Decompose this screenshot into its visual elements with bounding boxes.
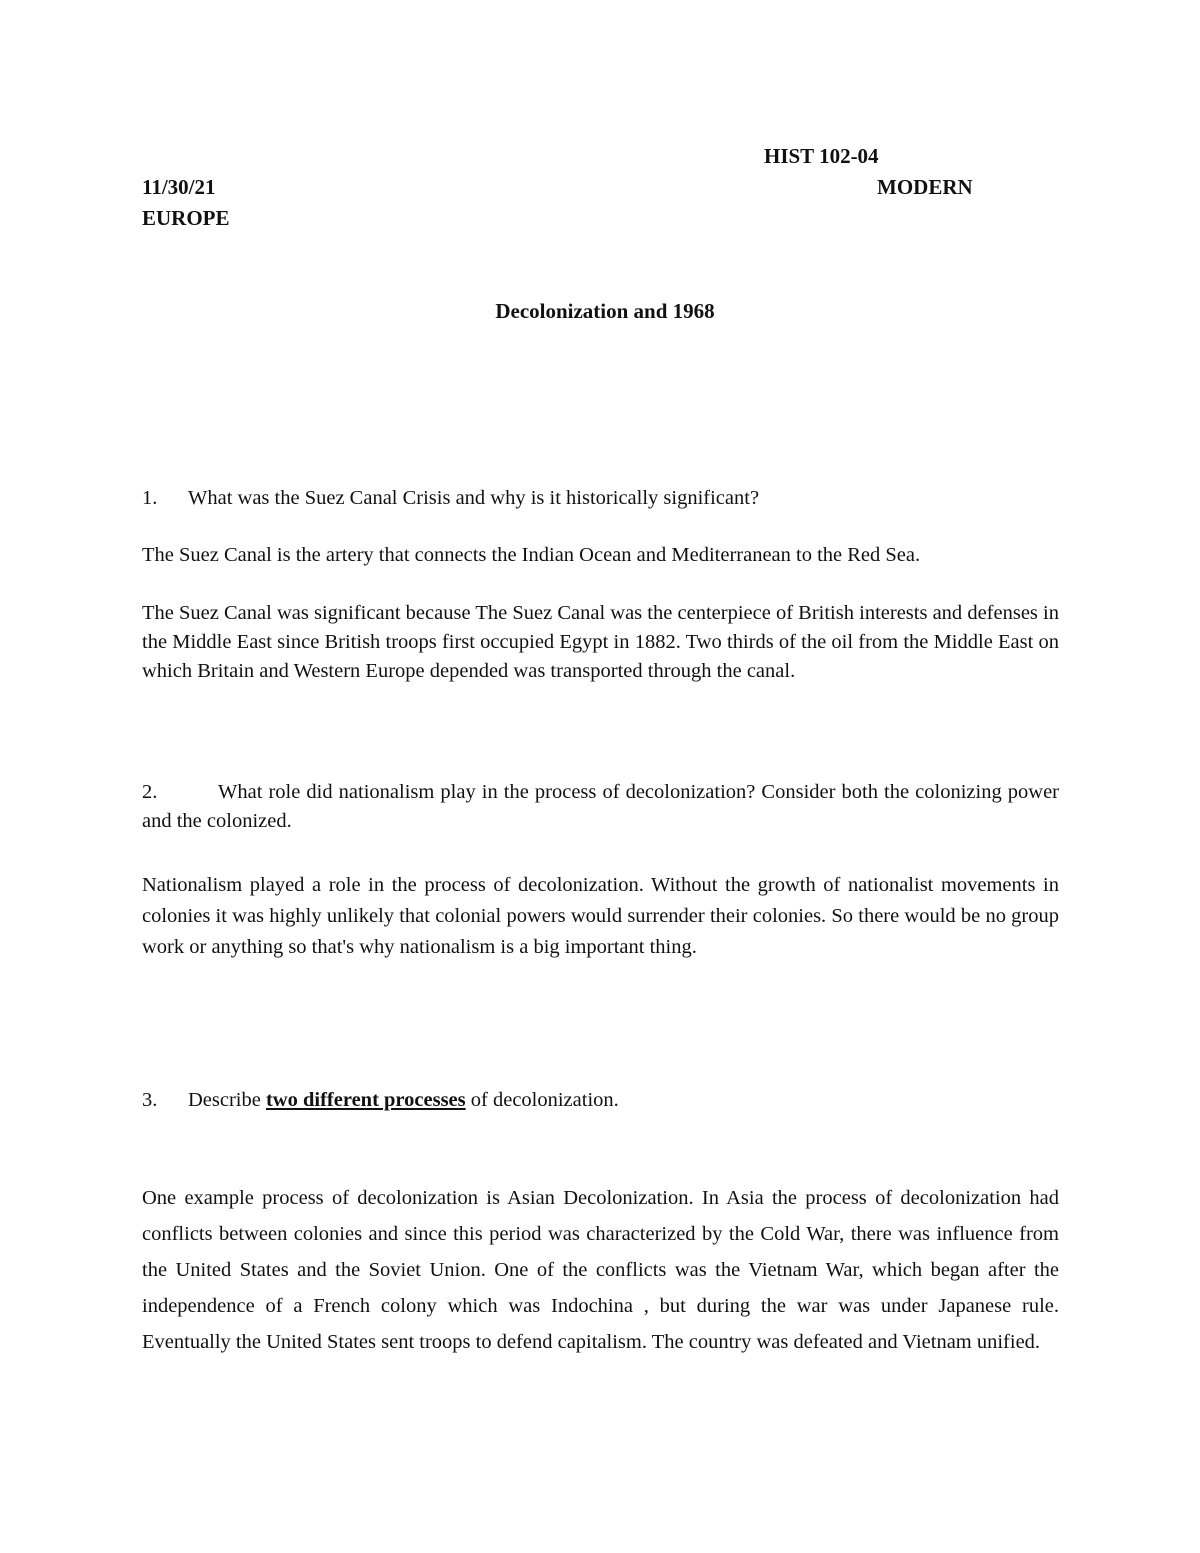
course-name-part1: MODERN — [877, 175, 973, 199]
question-3-text-after: of decolonization. — [465, 1089, 619, 1111]
course-name-part2: EUROPE — [142, 206, 230, 230]
question-2-text: What role did nationalism play in the process of decolonization? Consider both the colonizing power and the colonized. — [142, 781, 1059, 832]
question-3-text-before: Describe — [188, 1089, 266, 1111]
question-1-text: What was the Suez Canal Crisis and why is it historically significant? — [188, 487, 760, 509]
document-title: Decolonization and 1968 — [495, 299, 715, 323]
question-1-answer-1: The Suez Canal is the artery that connects the Indian Ocean and Mediterranean to the Red Sea. — [142, 544, 921, 566]
question-2-answer-1: Nationalism played a role in the process of decolonization. Without the growth of nationalist movements in colonies it was highly unlikely that colonial powers would surrender their colonies. So there would be no group work or anything so that's why nationalism is a big important thing. — [142, 874, 1059, 958]
question-3-text — [188, 1089, 619, 1112]
question-3-answer-1: One example process of decolonization is Asian Decolonization. In Asia the process of decolonization had conflicts between colonies and since this period was characterized by the Cold War, there was influence from the United States and the Soviet Union. One of the conflicts was the Vietnam War, which began after the independence of a French colony which was Indochina , but during the war was under Japanese rule. Eventually the United States sent troops to defend capitalism. The country was defeated and Vietnam unified. — [142, 1187, 1059, 1353]
question-3-emphasis: two different processes — [265, 1089, 466, 1111]
question-1-answer-2: The Suez Canal was significant because The Suez Canal was the centerpiece of British interests and defenses in the Middle East since British troops first occupied Egypt in 1882. Two thirds of the oil from the Middle East on which Britain and Western Europe depended was transported through the canal. — [142, 602, 1059, 682]
question-2 — [142, 778, 1059, 836]
question-2-number: 2. — [142, 781, 158, 803]
date: 11/30/21 — [142, 175, 216, 199]
question-1-number: 1. — [142, 487, 158, 509]
course-code: HIST 102-04 — [764, 144, 879, 168]
question-3-number: 3. — [142, 1089, 158, 1111]
